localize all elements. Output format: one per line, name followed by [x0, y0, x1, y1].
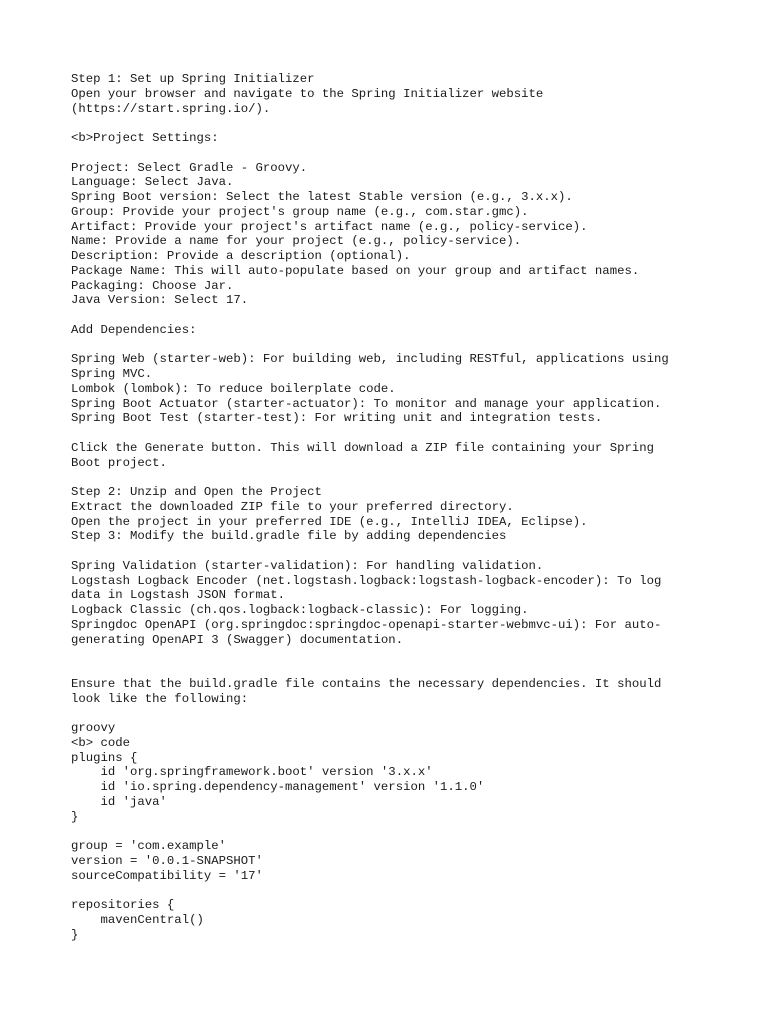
text-line: Language: Select Java.	[71, 175, 234, 190]
text-line: generating OpenAPI 3 (Swagger) documentation.	[71, 632, 404, 647]
text-line: Boot project.	[71, 455, 167, 470]
text-line	[71, 883, 711, 898]
text-line: group = 'com.example'	[71, 839, 226, 853]
text-line: Spring Validation (starter-validation): For handling validation.	[71, 558, 544, 573]
text-line: sourceCompatibility = '17'	[71, 868, 263, 883]
text-line: Java Version: Select 17.	[71, 293, 249, 308]
text-line: Packaging: Choose Jar.	[71, 278, 234, 293]
text-line: plugins {	[71, 750, 138, 765]
text-line	[71, 824, 711, 839]
text-line: Description: Provide a description (optional).	[71, 249, 411, 263]
text-line: (https://start.spring.io/).	[71, 101, 271, 116]
text-line	[71, 116, 711, 131]
text-line: repositories {	[71, 898, 175, 912]
text-line	[71, 338, 711, 353]
text-line: Spring Boot Test (starter-test): For writing unit and integration tests.	[71, 411, 603, 426]
text-line	[71, 146, 711, 161]
text-line: Open the project in your preferred IDE (e.g., IntelliJ IDEA, Eclipse).	[71, 514, 588, 529]
text-line: version = '0.0.1-SNAPSHOT'	[71, 853, 263, 868]
text-line	[71, 662, 711, 677]
text-line: Step 1: Set up Spring Initializer	[71, 72, 315, 86]
text-line: Click the Generate button. This will download a ZIP file containing your Spring	[71, 440, 654, 455]
text-line: groovy	[71, 721, 116, 735]
text-line: Name: Provide a name for your project (e.g., policy-service).	[71, 234, 522, 249]
text-line: Logback Classic (ch.qos.logback:logback-classic): For logging.	[71, 603, 529, 617]
text-line: Artifact: Provide your project's artifact name (e.g., policy-service).	[71, 219, 588, 234]
text-line	[71, 308, 711, 323]
text-line: Lombok (lombok): To reduce boilerplate code.	[71, 381, 396, 396]
text-line: data in Logstash JSON format.	[71, 588, 286, 603]
text-line: Logstash Logback Encoder (net.logstash.logback:logstash-logback-encoder): To log	[71, 573, 662, 588]
text-line: <b>Project Settings:	[71, 131, 219, 145]
text-line: id 'java'	[71, 794, 167, 809]
text-line: Springdoc OpenAPI (org.springdoc:springdoc-openapi-starter-webmvc-ui): For auto-	[71, 617, 662, 632]
text-line	[71, 426, 711, 441]
text-line	[71, 647, 711, 662]
text-line: Add Dependencies:	[71, 322, 197, 337]
text-line: Spring Boot Actuator (starter-actuator): To monitor and manage your application.	[71, 396, 662, 411]
text-line: Group: Provide your project's group name (e.g., com.star.gmc).	[71, 204, 529, 219]
text-line: }	[71, 809, 79, 824]
text-line: <b> code	[71, 735, 131, 750]
text-line: Extract the downloaded ZIP file to your preferred directory.	[71, 499, 514, 514]
text-line	[71, 706, 711, 721]
document-page	[71, 72, 711, 942]
text-line	[71, 470, 711, 485]
text-line: Open your browser and navigate to the Spring Initializer website	[71, 86, 544, 101]
text-line: Spring Boot version: Select the latest Stable version (e.g., 3.x.x).	[71, 190, 573, 204]
text-line: Step 3: Modify the build.gradle file by adding dependencies	[71, 529, 507, 544]
text-line: mavenCentral()	[71, 912, 204, 927]
text-line: }	[71, 927, 79, 942]
text-line: id 'io.spring.dependency-management' version '1.1.0'	[71, 780, 485, 794]
text-line	[71, 544, 711, 559]
text-line: Spring MVC.	[71, 367, 153, 381]
text-line: Step 2: Unzip and Open the Project	[71, 485, 322, 499]
text-line: Project: Select Gradle - Groovy.	[71, 160, 308, 175]
text-line: Ensure that the build.gradle file contains the necessary dependencies. It should	[71, 676, 662, 691]
text-line: id 'org.springframework.boot' version '3.x.x'	[71, 765, 433, 780]
text-line: look like the following:	[71, 691, 249, 706]
text-line: Package Name: This will auto-populate based on your group and artifact names.	[71, 263, 640, 278]
text-line: Spring Web (starter-web): For building web, including RESTful, applications using	[71, 352, 669, 367]
